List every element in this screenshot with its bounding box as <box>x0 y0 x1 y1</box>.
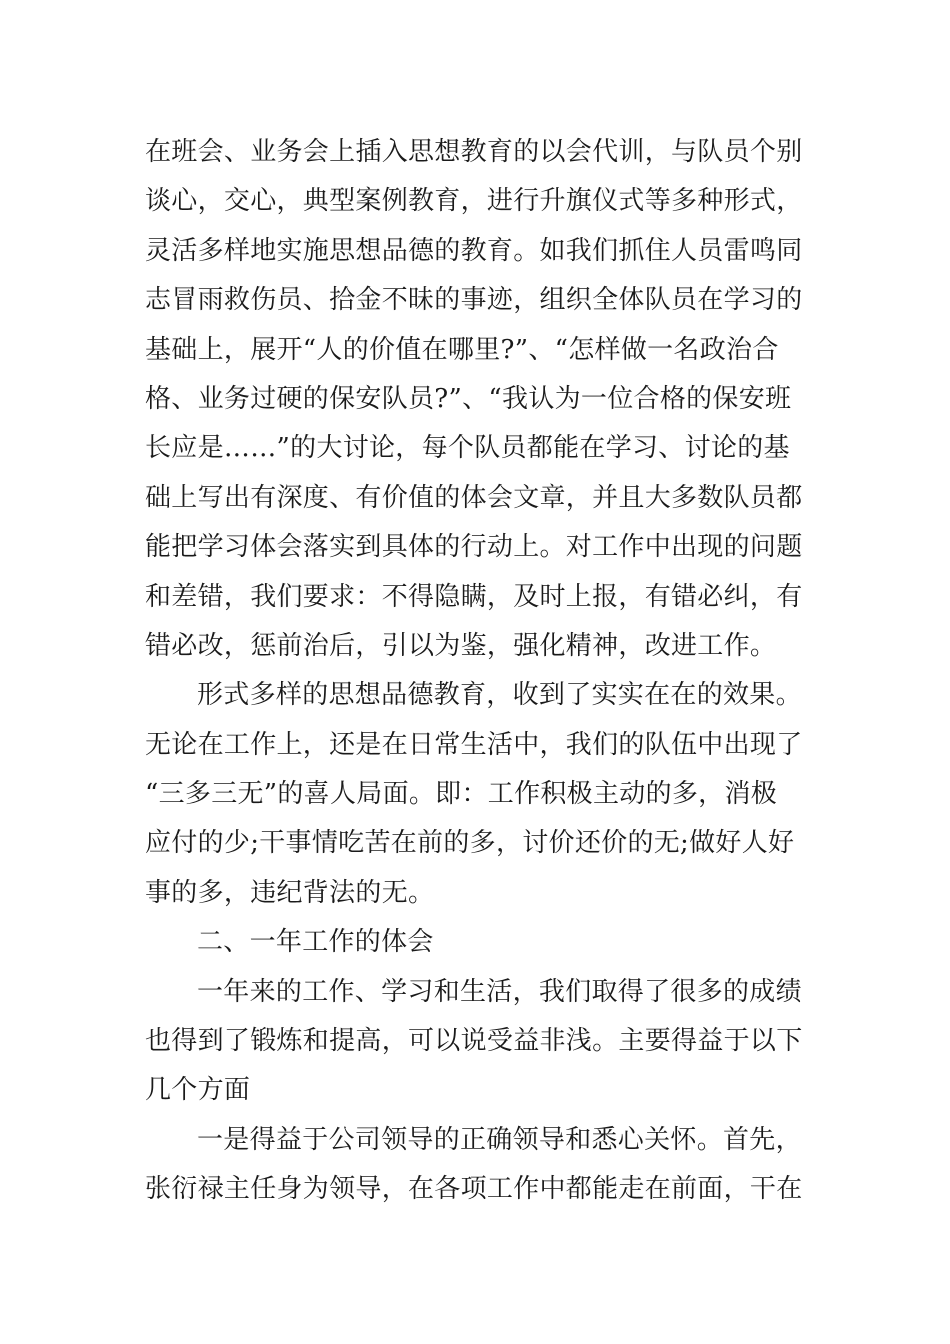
text-line: 一是得益于公司领导的正确领导和悉心关怀。首先， <box>197 1124 802 1155</box>
text-line: 应付的少;干事情吃苦在前的多，讨价还价的无;做好人好 <box>145 828 795 859</box>
text-line: 灵活多样地实施思想品德的教育。如我们抓住人员雷鸣同 <box>145 235 803 266</box>
text-line: 无论在工作上，还是在日常生活中，我们的队伍中出现了 <box>145 729 803 760</box>
text-line: 在班会、业务会上插入思想教育的以会代训，与队员个别 <box>145 137 803 167</box>
text-line: 长应是……”的大讨论，每个队员都能在学习、讨论的基 <box>145 433 790 464</box>
text-line: 志冒雨救伤员、拾金不昧的事迹，组织全体队员在学习的 <box>145 285 803 316</box>
text-line: 事的多，违纪背法的无。 <box>145 877 435 908</box>
document-body <box>145 128 810 1215</box>
text-line: 也得到了锻炼和提高，可以说受益非浅。主要得益于以下 <box>145 1026 803 1057</box>
text-line: 格、业务过硬的保安队员?”、“我认为一位合格的保安班 <box>145 383 792 414</box>
text-line: 形式多样的思想品德教育，收到了实实在在的效果。 <box>197 680 802 711</box>
text-line: 谈心，交心，典型案例教育，进行升旗仪式等多种形式， <box>145 186 803 217</box>
text-line: 能把学习体会落实到具体的行动上。对工作中出现的问题 <box>145 532 803 563</box>
text-line: 一年来的工作、学习和生活，我们取得了很多的成绩 <box>197 976 802 1007</box>
text-line: 二、一年工作的体会 <box>197 927 434 958</box>
text-line: 几个方面 <box>145 1075 251 1106</box>
text-line: 和差错，我们要求：不得隐瞒，及时上报，有错必纠，有 <box>145 581 803 612</box>
text-line: 基础上，展开“人的价值在哪里?”、“怎样做一名政治合 <box>145 334 779 365</box>
text-line: “三多三无”的喜人局面。即：工作积极主动的多，消极 <box>145 779 778 810</box>
text-line: 错必改，惩前治后，引以为鉴，强化精神，改进工作。 <box>145 630 777 661</box>
text-line: 张衍禄主任身为领导，在各项工作中都能走在前面，干在 <box>145 1174 803 1205</box>
text-line: 础上写出有深度、有价值的体会文章，并且大多数队员都 <box>145 482 803 513</box>
